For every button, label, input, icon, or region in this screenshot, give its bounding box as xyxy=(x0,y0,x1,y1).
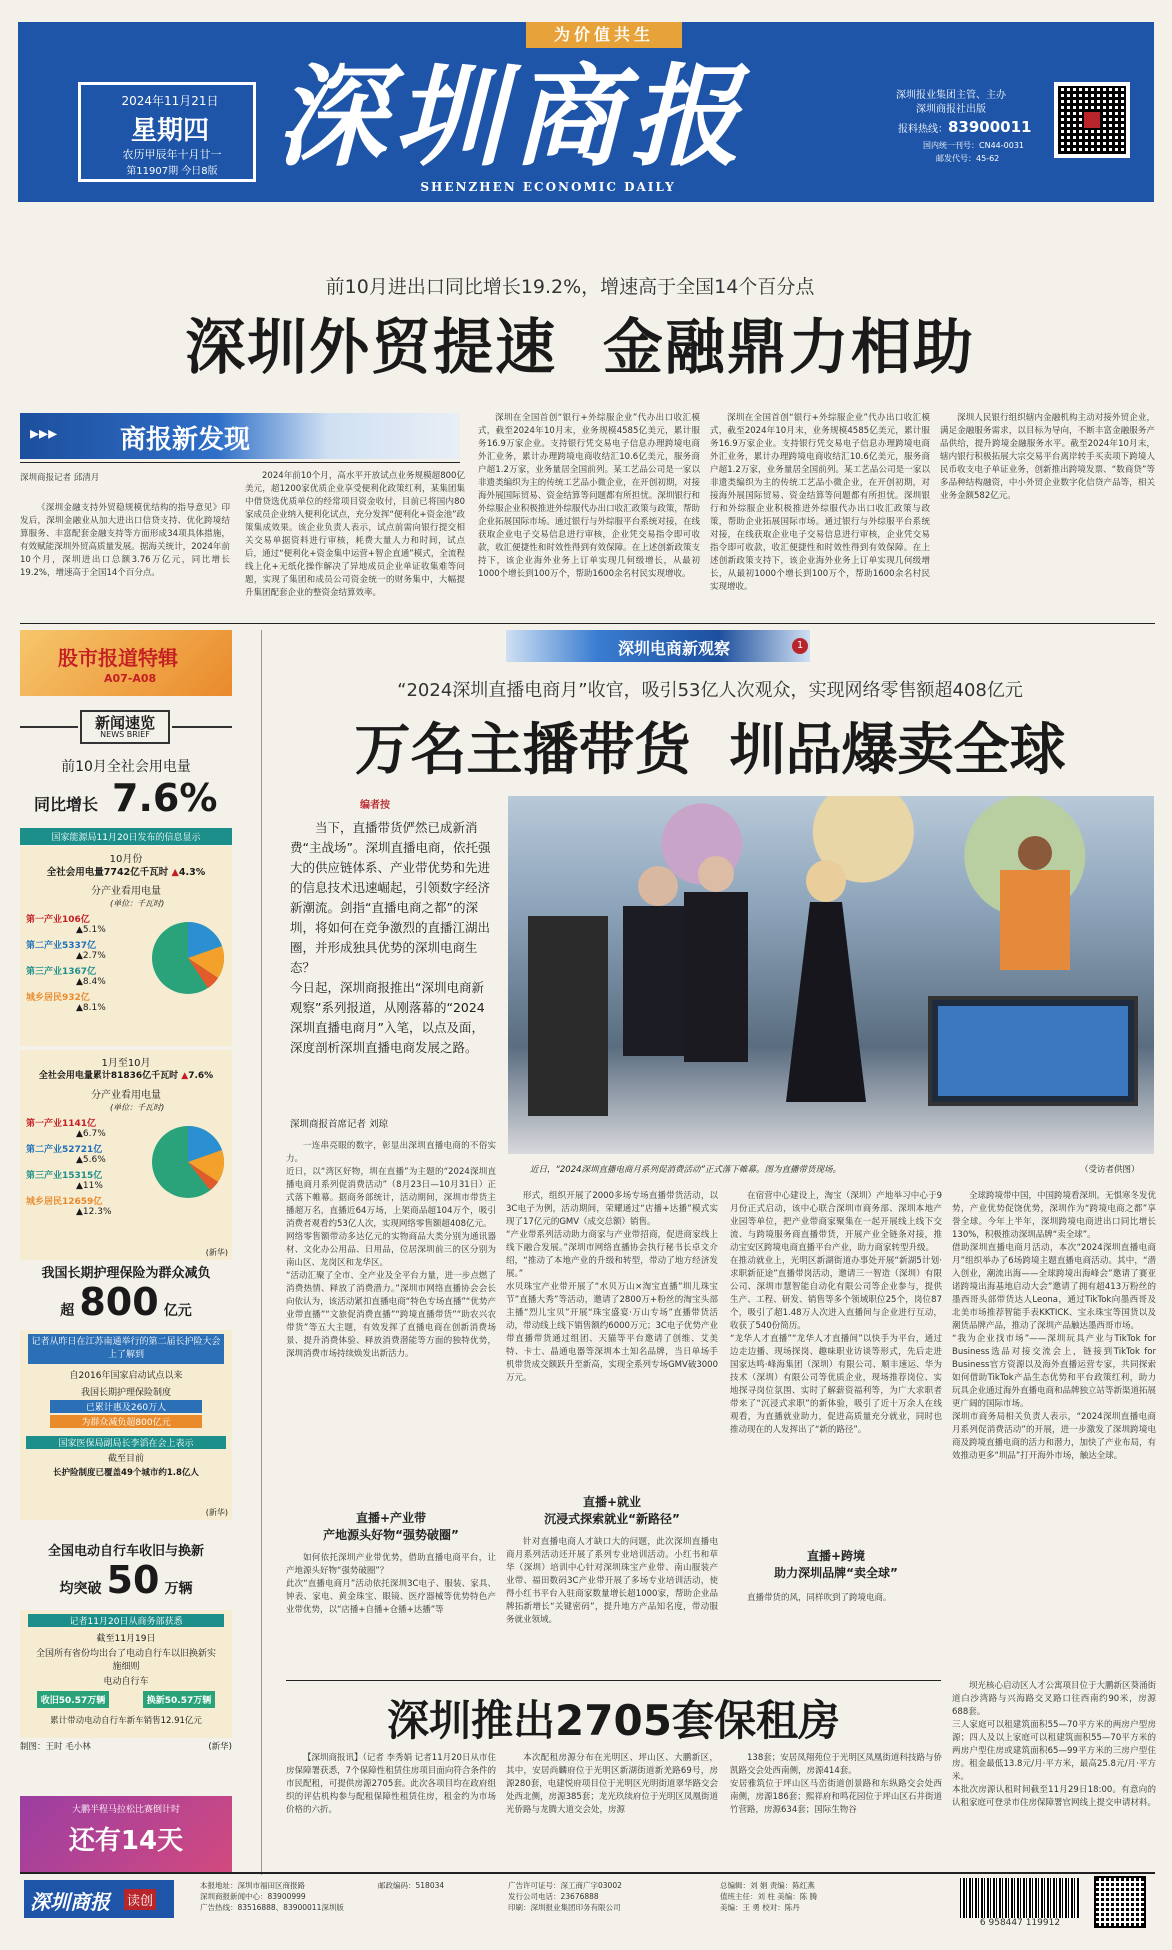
sector-row xyxy=(26,1194,146,1217)
power-growth: 同比增长 7.6% xyxy=(34,776,218,820)
care-title: 我国长期护理保险为群众减负 xyxy=(41,1266,211,1281)
photo-caption: 近日，“2024深圳直播电商月系列促消费活动”正式落下帷幕。图为直播带货现场。 xyxy=(530,1165,841,1175)
feature-sub1: 直播+产业带 产地源头好物“强势破圈” xyxy=(323,1511,459,1542)
ebike-source: 记者11月20日从商务部获悉 xyxy=(28,1614,224,1627)
publisher: 深圳报业集团主管、主办 xyxy=(896,90,1006,101)
sector-row xyxy=(26,1142,146,1165)
sector-growth: ▲11% xyxy=(76,1181,103,1191)
care-now: 截至目前 xyxy=(107,1454,144,1464)
sidebar-divider xyxy=(261,630,262,1875)
section-tag-label: 商报新发现 xyxy=(120,425,251,455)
brief-title: 新闻速览 xyxy=(94,714,155,732)
care-office: 国家医保局副局长李滔在会上表示 xyxy=(26,1436,226,1449)
sector-name: 城乡居民932亿 xyxy=(26,993,90,1003)
oct-pie-chart xyxy=(150,920,226,996)
post-code: 邮发代号：45-62 xyxy=(936,154,1000,163)
care-line3: 为群众减负超800亿元 xyxy=(50,1415,202,1428)
care-since: 自2016年国家启动试点以来 xyxy=(69,1371,183,1381)
sector-growth: ▲5.6% xyxy=(76,1155,106,1165)
care-box xyxy=(20,1330,232,1520)
lead-col4: 深圳人民银行组织辖内金融机构主动对接外贸企业，满足金融服务需求，以目标为导向，不断丰富金融服务产品供给，提升跨境金融服务水平。截至2024年10月末，辖内银行积极拓展大宗交易平台离岸转手买卖项下跨境人民币收支电子单证业务，创新推出跨境发票、“数商贷”等多品种结构融资，中小外贸企业数字化信贷产品等，相关业务金额582亿元。 xyxy=(940,413,1155,501)
xinhua-credit-2: (新华) xyxy=(205,1508,228,1517)
feature-body-col4: 全球跨境带中国，中国跨境看深圳。无惧寒冬发优势，产业优势促饶优势，深圳作为“跨境电商之都”享誉全球。今年上半年，深圳跨境电商进出口同比增长130%，积极推动深圳品牌“卖全球”。 借助深圳直播电商月活动，本次“2024深圳直播电商月”组织举办了6场跨境主题直播电商活动。其中，“潜入创业，潮流出海——全球跨境出海峰会”邀请了赛亚诺跨境出海基地启动大会”邀请了拥有超413万粉丝的墨西哥头部带货达人Leona，通过TikTok向墨西哥及北美市场推荐智能手表KKTICK、宝永珠宝等国货以及潮货品牌产品，推动了深圳产品触达墨西哥市场。 “我为企业找市场”——深圳玩具产业与TikTok for Business选品对接交流会上，链接到TikTok for Business官方资源以及海外直播运营专家，共同探索如何借助TikTok产品生态优势和平台政策红利，助力玩具企业通过海外直播电商和品牌独立站等新渠道拓展更广阔的国际市场。 深圳市商务局相关负责人表示，“2024深圳直播电商月系列促消费活动”的开展，进一步激发了深圳跨境电商及跨境直播电商的活力和潜力，加快了产业布局，有效推动更多“圳品”打开海外市场，触达全球。 xyxy=(952,1191,1156,1461)
ytd-sector-list xyxy=(26,1102,146,1217)
footer-post: 邮政编码：518034 xyxy=(378,1881,445,1890)
oct-box xyxy=(20,846,232,1046)
editor-note: 当下，直播带货俨然已成新消费“主战场”。深圳直播电商，依托强大的供应链体系、产业带优势和先进的信息技术迅速崛起，引领数字经济新潮流。剑指“直播电商之都”的深圳，将如何在竞争激烈的直播江湖出圈，并形成独具优势的深圳电商生态？ 今日起，深圳商报推出“深圳电商新观察”系列报道，从刚落幕的“2024深圳直播电商月”入笔，以点及面，深度剖析深圳直播电商发展之路。 xyxy=(290,820,491,1055)
ebike-box xyxy=(20,1610,232,1738)
care-source: 记者从昨日在江苏南通举行的第二届长护险大会上了解到 xyxy=(28,1334,224,1364)
sector-row xyxy=(26,1116,146,1139)
qr-code xyxy=(1054,82,1130,158)
lead-col1: 《深圳金融支持外贸稳规模优结构的指导意见》印发后，深圳金融业从加大进出口信贷支持、优化跨境结算服务、丰富配套金融支持等方面形成34项具体措施，有效赋能深圳外贸高质量发展。据海关统计，2024年前10个月，深圳进出口总额3.76万亿元，同比增长19.2%，增速高于全国14个百分点。 xyxy=(20,503,230,578)
oct-label: 10月份 xyxy=(109,854,143,865)
lead-headline: 深圳外贸提速 金融鼎力相助 xyxy=(185,313,975,383)
footer-barcode xyxy=(960,1878,1080,1918)
ytd-label: 1月至10月 xyxy=(101,1058,151,1069)
stock-promo-title: 股市报道特辑 xyxy=(58,646,178,670)
sector-name: 第三产业1367亿 xyxy=(26,967,97,977)
ytd-sector-label: 分产业看用电量 xyxy=(91,1090,161,1101)
feature-sub3: 直播+跨境 助力深圳品牌“卖全球” xyxy=(774,1549,898,1580)
sector-row xyxy=(26,912,146,935)
footer-qr-code xyxy=(1094,1876,1146,1928)
feature-sub2: 直播+就业 沉浸式探索就业“新路径” xyxy=(544,1495,680,1526)
ebike-sales: 累计带动电动自行车新车销售12.91亿元 xyxy=(50,1716,202,1726)
feature-body-col1b: 如何依托深圳产业带优势，借助直播电商平台，让产地源头好物“强势破圈”？ 此次“直播电商月”活动依托深圳3C电子、服装、家具、钟表、家电、黄金珠宝、眼镜、医疗器械等优势特色产业带优势，以“店播+自播+仓播+达播”等 xyxy=(286,1553,496,1615)
feature-headline: 万名主播带货 圳品爆卖全球 xyxy=(354,718,1066,783)
lead-col3b: 深圳在全国首创“银行+外综服企业”代办出口收汇模式，截至2024年10月末，业务规模4585亿美元，累计服务16.9万家企业。支持银行凭交易电子信息办理跨境电商外汇业务，累计办理跨境电商收结汇10.6亿美元，服务商户超1.2万家，业务量居全国前列。某工艺品公司是一家以非遗类编织为主的传统工艺品小微企业，在开创初期，对接海外展国际贸易、资金结算等问题都有所担忧。深圳银行和外综服企业积极推进外综服代办出口收汇政策与政策，帮助企业拓展国际市场。通过银行与外综服平台系统对接，在线获取企业电子交易信息进行审核，企业凭交易指令即可收款，收汇便捷性和时效性得到有效保障。在上述创新政策支持下，该企业海外业务上订单实现几何级增长，从最初1000个增长到100万个，帮助1600余名村民实现增收。 xyxy=(710,413,930,592)
housing-rule xyxy=(286,1680,941,1681)
lead-bottom-rule xyxy=(20,623,1155,624)
paper-title: 深圳商报 xyxy=(276,52,748,181)
footer-logo[interactable]: 深圳商报 读创 xyxy=(24,1880,174,1918)
feature-body-col2b: 针对直播电商人才缺口大的问题，此次深圳直播电商月系列活动还开展了系列专业培训活动。小红书和草华（深圳）培训中心针对深圳珠宝产业带、南山服装产业带、福田数码3C产业带开展了多场专业培训活动，使得小红书平台入驻商家数量增长超1000家，帮助企业品牌拓新增长“关键密码”，提升地方产品知名度，带动服务就业领域。 xyxy=(506,1537,718,1625)
lead-divider xyxy=(20,462,460,463)
stock-promo[interactable] xyxy=(20,630,232,696)
power-source: 国家能源局11月20日发布的信息显示 xyxy=(20,828,232,845)
sector-growth: ▲8.4% xyxy=(76,977,106,987)
feature-body-col3: 在宿营中心建设上，淘宝（深圳）产地举习中心于9月份正式启动，该中心联合深圳市商务部、深圳本地产业园等单位，把产业带商家聚集在一起开展线上线下交流、与跨境服务商直播带货，开展产业全链条对接，推动宝安区跨境电商直播平台产业，助力商家转型升级。 在推动就业上，光明区新湖街道办事处开展“新湖5计划·求职新征途”直播带岗活动，邀请三一智造（深圳）有限公司、深圳市慧智能自动化有限公司等企业参与，提供生产、工程、研发、销售等多个领域职位25个，岗位87个，吸引了超1.48万人次进入直播间与企业进行互动，收获了540份简历。 “龙华人才直播”“龙华人才直播间”以快手为平台，通过边走边播、现场探岗、趣味职业访谈等形式，先后走进国家达鸣·峰海集团（深圳）有限公司、顺丰速运、华为技术（深圳）有限公司等优质企业，现场推荐岗位、实地探寻岗位氛围、实时了解薪资福利等，为广大求职者带来了“沉浸式求职”的新体验，吸引了近十万余人在线观看，为直播就业助力，促进高质量充分就业，同时也推动现在的人发挥出了“新的路径”。 xyxy=(730,1191,942,1435)
sector-name: 第一产业1141亿 xyxy=(26,1119,97,1129)
sector-row xyxy=(26,964,146,987)
ytd-total: 全社会用电量累计81836亿千瓦时 ▲7.6% xyxy=(38,1071,214,1081)
feature-body-col2: 形式，组织开展了2000多场专场直播带货活动，以3C电子为例，活动期间，荣耀通过“店播+达播”模式实现了17亿元的GMV（成交总额）销售。 “产业带系列活动助力商家与产业带招商，促进商家线上线下融合发展。”深圳市网络直播协会执行秘书长卓文介绍，“推动了本地产业的升级和转型，带动了地方经济发展。” 水贝珠宝产业带开展了“水贝万山×淘宝直播”圳儿珠宝节”直播大秀”等活动，邀请了2800万+粉丝的淘宝头部主播“烈儿宝贝”开展“珠宝盛宴·万山专场”直播带货活动，带动线上线下销售额约6000万元；3C电子优势产业带直播带货通过组团、天猫等平台邀请了创维、艾美特、卡士、晶通电器等深圳本土知名品牌，当日单场手机带货成交额跃升至新高，实现全系列专场GMV破3000万元。 xyxy=(506,1191,718,1383)
ytd-unit: (单位：千瓦时) xyxy=(110,1103,165,1112)
ebike-date: 截至11月19日 xyxy=(96,1634,156,1644)
brief-title-en: NEWS BRIEF xyxy=(100,730,150,739)
lunar-date: 农历甲辰年十月廿一 xyxy=(122,148,222,161)
hotline: 报料热线：83900011 xyxy=(898,118,1032,136)
series-tag-label: 深圳电商新观察 xyxy=(618,639,731,658)
lead-col2: 2024年前10个月，高水平开放试点业务规模超800亿美元，超1200家优质企业享受便利化政策红利，某集团集中借贷选优质单位的经常项目资金收付，目前已将国内80家成员企业纳入便利化试点，充分发挥“便利化+资金池”政策集成效果。该企业负责人表示，试点前需向银行提交相关交易单据资料进行审核，耗费大量人力和时间，试点后，通过“便利化+资金集中运营+智企直通”模式，全流程线上化+无纸化操作解决了异地成员企业单证收集难等问题，实现了集团和成员公司资金统一的财务集中，大幅提升集团配套企业的整资金结算效率。 xyxy=(245,471,465,598)
ebike-sub: 电动自行车 xyxy=(103,1677,149,1687)
lead-byline: 深圳商报记者 邱清月 xyxy=(20,473,100,483)
countdown-box[interactable] xyxy=(20,1796,232,1872)
sector-row xyxy=(26,938,146,961)
sector-row xyxy=(26,990,146,1013)
feature-photo xyxy=(508,796,1154,1154)
oct-sector-list xyxy=(26,898,146,1013)
countdown-top: 大鹏半程马拉松比赛倒计时 xyxy=(71,1805,180,1815)
housing-headline: 深圳推出2705套保租房 xyxy=(387,1696,840,1745)
paper-title-en: SHENZHEN ECONOMIC DAILY xyxy=(420,180,676,194)
ebike-credit: 制图：王时 毛小林 (新华) xyxy=(20,1742,232,1752)
sector-growth: ▲12.3% xyxy=(76,1207,112,1217)
sector-growth: ▲6.7% xyxy=(76,1129,106,1139)
sector-growth: ▲2.7% xyxy=(76,951,106,961)
feature-body-col3b: 直播带货的风，同样吹到了跨境电商。 xyxy=(747,1593,892,1603)
lead-col3: 深圳在全国首创“银行+外综服企业”代办出口收汇模式，截至2024年10月末，业务规模4585亿美元，累计服务16.9万家企业。支持银行凭交易电子信息办理跨境电商外汇业务，累计办理跨境电商收结汇10.6亿美元，服务商户超1.2万家，业务量居全国前列。某工艺品公司是一家以非遗类编织为主的传统工艺品小微企业，在开创初期，对接海外展国际贸易、资金结算等问题都有所担忧。深圳银行和外综服企业积极推进外综服代办出口收汇政策与政策，帮助企业拓展国际市场。通过银行与外综服平台系统对接，在线获取企业电子交易信息进行审核，企业凭交易指令即可收款，收汇便捷性和时效性得到有效保障。在上述创新政策支持下，该企业海外业务上订单实现几何级增长，从最初1000个增长到100万个，帮助1600余名村民实现增收。 xyxy=(478,413,700,579)
footer-print: 广告许可证号：深工商广字03002 发行公司电话：23676888 印刷：深圳报业集团印务有限公司 xyxy=(508,1881,622,1912)
sector-name: 第一产业106亿 xyxy=(26,915,90,925)
sector-name: 第三产业15315亿 xyxy=(26,1171,103,1181)
cn-code: 国内统一刊号：CN44-0031 xyxy=(923,141,1024,150)
ebike-new: 换新50.57万辆 xyxy=(143,1691,215,1708)
care-value: 超 800 亿元 xyxy=(60,1280,192,1324)
ebike-desc: 全国所有省份均出台了电动自行车以旧换新实施细则 xyxy=(36,1649,217,1672)
feature-byline: 深圳商报首席记者 刘琼 xyxy=(290,1119,389,1130)
series-number: 1 xyxy=(792,638,808,654)
care-cover: 长护险制度已覆盖49个城市约1.8亿人 xyxy=(53,1468,199,1478)
brief-header xyxy=(20,710,232,744)
weekday: 星期四 xyxy=(130,116,209,146)
ytd-pie-chart xyxy=(150,1124,226,1200)
power-title: 前10月全社会用电量 xyxy=(61,759,191,775)
footer-rule xyxy=(20,1872,1155,1874)
oct-unit: (单位：千瓦时) xyxy=(110,899,165,908)
arrows-icon: ▸▸▸ xyxy=(30,423,58,444)
sector-row xyxy=(26,1168,146,1191)
ebike-title: 全国电动自行车收旧与换新 xyxy=(47,1544,204,1559)
sector-growth: ▲5.1% xyxy=(76,925,106,935)
housing-col1: 【深圳商报讯】（记者 李秀娟 记者11月20日从市住房保障署获悉，7个保障性租赁住房项目面向符合条件的市民配租，可提供房源2705套。此次各项目均在政府组织的评估机构参与配租保障性租赁住房，租金约为市场价格的六折。 xyxy=(286,1753,496,1815)
ebike-value: 均突破 50 万辆 xyxy=(59,1558,193,1602)
sector-growth: ▲8.1% xyxy=(76,1003,106,1013)
footer-address: 本报地址：深圳市福田区商报路 深圳商报新闻中心：83900999 广告热线：83516888、83900011深圳版 xyxy=(200,1881,344,1912)
housing-col3: 138套；安居凤翔苑位于光明区凤凰街道科技路与侨凯路交会处西南侧，房源414套。 安居雅筑位于坪山区马峦街道创景路和东纵路交会处西南侧，房源186套；熙祥府和鸣花园位于坪山区石井街道竹营路，房源634套；国际生物谷 xyxy=(730,1753,942,1815)
stock-promo-pages: A07-A08 xyxy=(104,672,157,685)
oct-total: 全社会用电量7742亿千瓦时 ▲4.3% xyxy=(46,867,206,878)
lead-kicker: 前10月进出口同比增长19.2%，增速高于全国14个百分点 xyxy=(325,276,815,298)
masthead xyxy=(18,22,1154,202)
oct-sector-label: 分产业看用电量 xyxy=(91,886,161,897)
issue-number: 第11907期 今日8版 xyxy=(126,166,218,177)
ytd-box xyxy=(20,1050,232,1260)
countdown-value: 还有14天 xyxy=(68,1826,184,1856)
publisher2: 深圳商报社出版 xyxy=(916,104,986,115)
sector-name: 第二产业52721亿 xyxy=(26,1145,103,1155)
editor-label: 编者按 xyxy=(360,800,390,811)
care-line2: 已累计惠及260万人 xyxy=(50,1400,202,1413)
photo-credit: （受访者供图） xyxy=(1080,1165,1140,1175)
feature-body-col1: 一连串亮眼的数字，彰显出深圳直播电商的不俗实力。 近日，以“湾区好物，圳在直播”为主题的“2024深圳直播电商月系列促消费活动”（8月23日—10月31日）正式落下帷幕。据商务部统计，活动期间，深圳市带货主播超万名，直播近64万场，上架商品超104万个，吸引消费者观看约53亿人次，实现网络零售额超408亿元。 网络零售额带动多达亿元的实物商品大类分别为通讯器材、文化办公用品、日用品，位居深圳前三的区分别为南山区、龙岗区和龙华区。 “活动汇聚了全市、全产业及全平台力量，进一步点燃了消费热情、释放了消费潜力。”深圳市网络直播协会会长向依认为，该活动紧扣直播电商“特色专场直播”“优势产业带直播”“文旅促消费直播”“跨境直播带货”“助农兴农带货”等五大主题，有效发挥了直播电商在创新消费场景、提升消费体验、释放消费潜能等方面的独特优势，深圳消费市场持续焕发出新活力。 xyxy=(286,1141,496,1359)
footer-editors: 总编辑：刘 娟 责编：陈红燕 值班主任：刘 柱 美编：陈 腾 美编：王 勇 校对：陈丹 xyxy=(720,1881,818,1912)
sector-name: 城乡居民12659亿 xyxy=(26,1197,103,1207)
footer-barcode-number: 6 958447 119912 xyxy=(979,1918,1061,1928)
housing-col2: 本次配租房源分布在光明区、坪山区、大鹏新区，其中，安居尚麟府位于光明区新湖街道新羌路69号，房源280套，电建悦府项目位于光明区光明街道翠华路交会处西北侧，房源385套；龙光玖续府位于光明区凤凰街道光侨路与龙腾大道交会处，房源 xyxy=(506,1753,718,1815)
xinhua-credit: (新华) xyxy=(205,1248,228,1257)
section-tag xyxy=(20,413,460,459)
housing-col4: 坝光核心启动区人才公寓项目位于大鹏新区葵涌街道白沙湾路与兴海路交叉路口往西南约90米，房源688套。 三人家庭可以租建筑面积55—70平方米的两房户型房源；四人及以上家庭可以租建筑面积55—70平方米的两房户型住房或建筑面积65—99平方米的三房户型住房。租金最低13.8元/月·平方米，最高25.8元/月·平方米。 本批次房源认租时间截至11月29日18:00。有意向的认租家庭可登录市住房保障署官网线上提交申请材料。 xyxy=(952,1681,1156,1808)
care-line1: 我国长期护理保险制度 xyxy=(80,1388,171,1398)
date-text: 2024年11月21日 xyxy=(121,94,219,108)
series-tag xyxy=(506,630,810,662)
slogan-tab: 为价值共生 xyxy=(526,22,682,48)
sector-name: 第二产业5337亿 xyxy=(26,941,97,951)
feature-kicker: “2024深圳直播电商月”收官，吸引53亿人次观众，实现网络零售额超408亿元 xyxy=(397,680,1023,701)
ebike-old: 收旧50.57万辆 xyxy=(37,1691,109,1708)
